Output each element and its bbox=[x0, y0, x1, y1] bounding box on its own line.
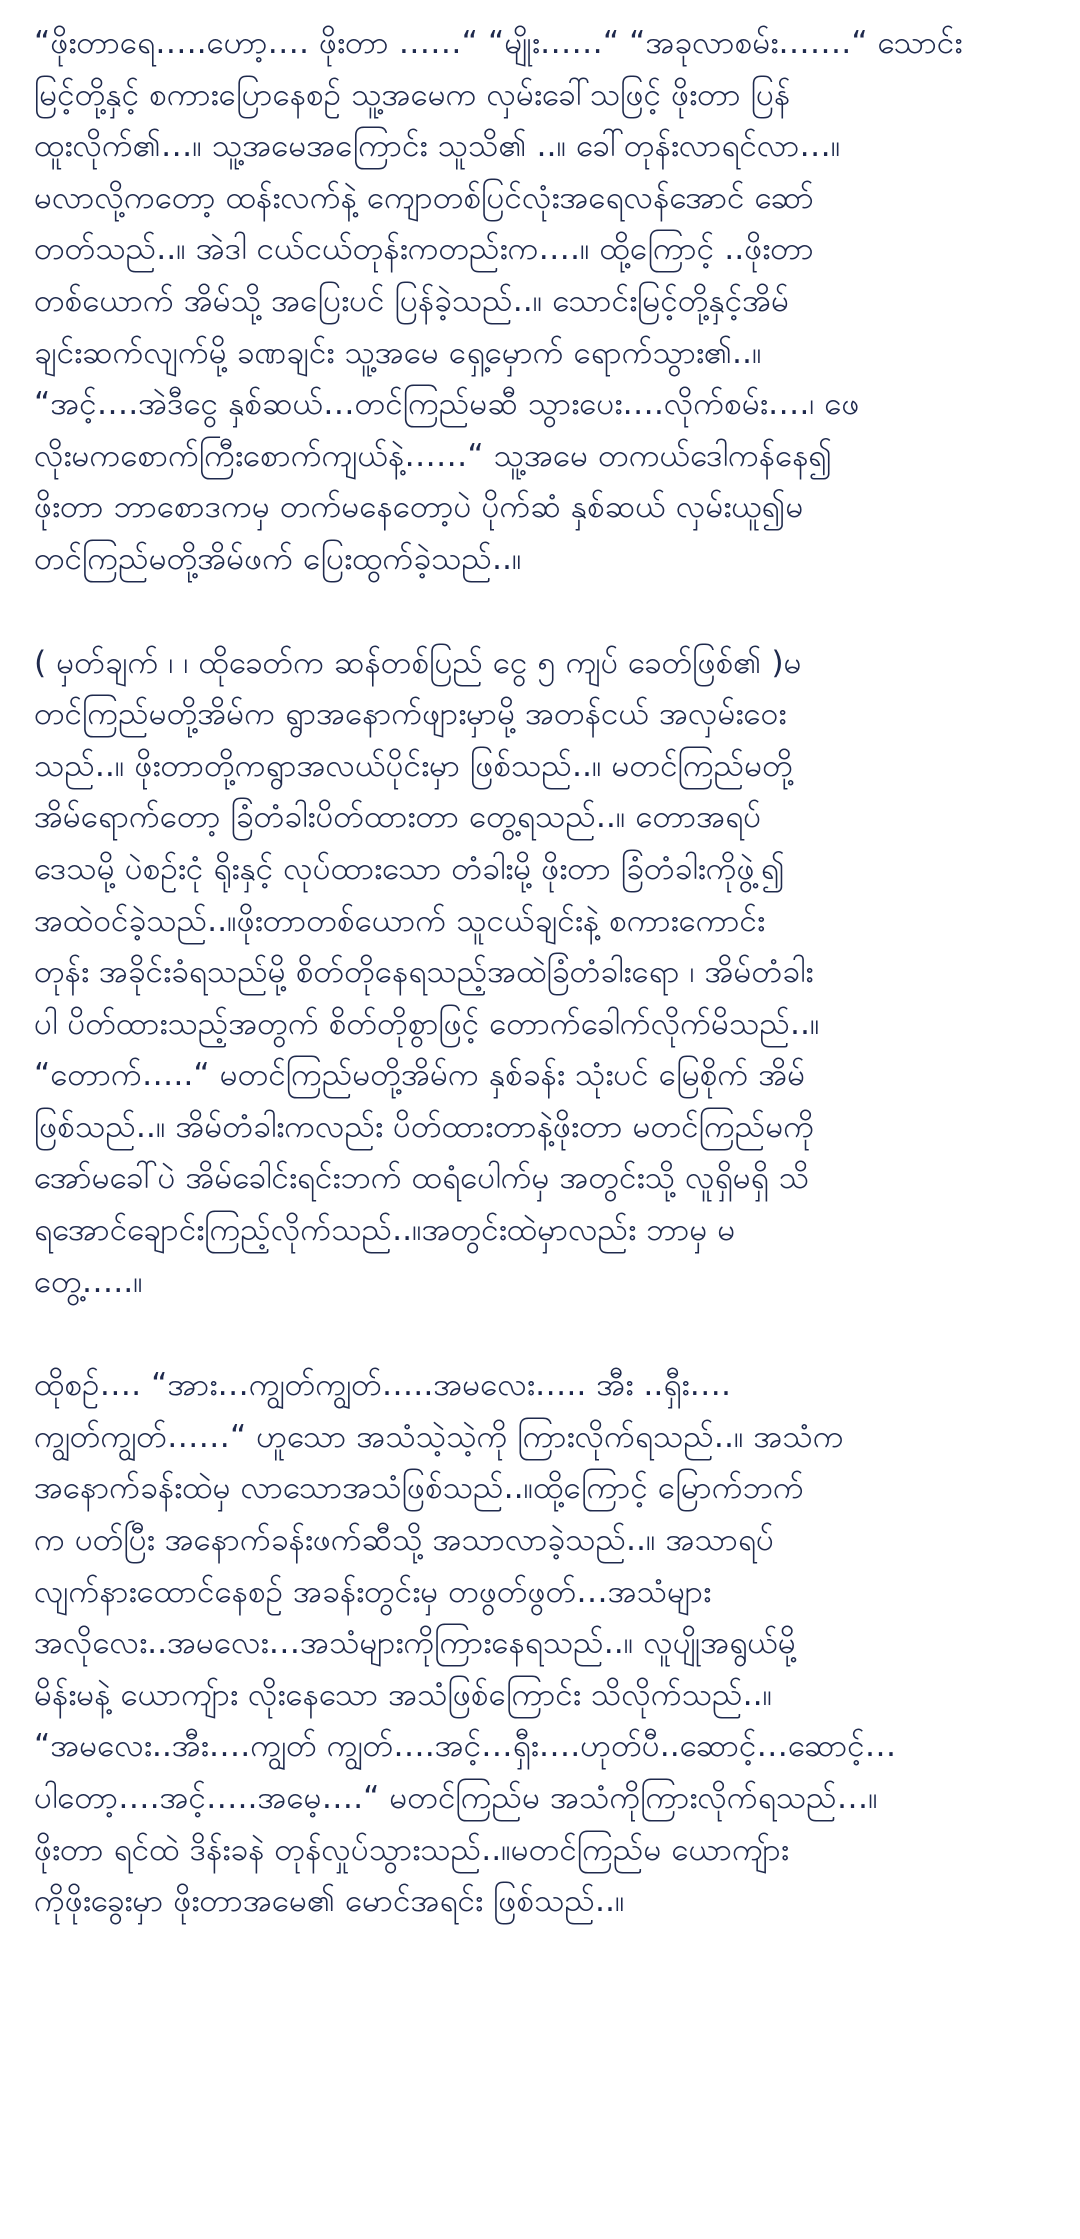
text-line: သည်..။ ဖိုးတာတို့ကရွာအလယ်ပိုင်းမှာ ဖြစ်သည်..။ မတင်ကြည်မတို့ bbox=[34, 747, 793, 784]
text-line: ဖြစ်သည်..။ အိမ်တံခါးကလည်း ပိတ်ထားတာနဲ့ဖိုးတာ မတင်ကြည်မကို bbox=[34, 1108, 815, 1145]
text-line: အလိုလေး..အမလေး…အသံများကိုကြားနေရသည်..။ လူပျိုအရွယ်မို့ bbox=[34, 1625, 796, 1662]
text-line: က ပတ်ပြီး အနောက်ခန်းဖက်ဆီသို့ အသာလာခဲ့သည်..။ အသာရပ် bbox=[34, 1522, 774, 1559]
text-line: ချင်းဆက်လျက်မို့ ခဏချင်း သူ့အမေ ရှေ့မှောက် ရောက်သွား၏..။ bbox=[34, 334, 762, 371]
text-line: အိမ်ရောက်တော့ ခြံတံခါးပိတ်ထားတာ တွေ့ရသည်..။ တောအရပ် bbox=[34, 799, 762, 836]
text-line: ကိုဖိုးခွေးမှာ ဖိုးတာအမေ၏ မောင်အရင်း ဖြစ်သည်..။ bbox=[34, 1883, 625, 1920]
text-line: တင်ကြည်မတို့အိမ်ဖက် ပြေးထွက်ခဲ့သည်..။ bbox=[34, 540, 522, 577]
text-line: “တောက်…..“ မတင်ကြည်မတို့အိမ်က နှစ်ခန်း သုံးပင် မြေစိုက် အိမ် bbox=[34, 1057, 806, 1094]
text-line: လျက်နားထောင်နေစဉ် အခန်းတွင်းမှ တဖွတ်ဖွတ်…အသံများ bbox=[34, 1573, 712, 1610]
text-line: ထူးလိုက်၏…။ သူ့အမေအကြောင်း သူသိ၏ ..။ ခေါ်တုန်းလာရင်လာ…။ bbox=[34, 128, 841, 165]
article-body bbox=[34, 18, 1054, 1928]
text-line: အထဲဝင်ခဲ့သည်..။ဖိုးတာတစ်ယောက် သူငယ်ချင်းနဲ့ စကားကောင်း bbox=[34, 902, 766, 939]
text-line: တင်ကြည်မတို့အိမ်က ရွာအနောက်ဖျားမှာမို့ အတန်ငယ် အလှမ်းဝေး bbox=[34, 696, 787, 733]
text-line: တတ်သည်..။ အဲဒါ ငယ်ငယ်တုန်းကတည်းက….။ ထို့ကြောင့် ..ဖိုးတာ bbox=[34, 231, 814, 268]
text-line: ဒေသမို့ ပဲစဉ်းငုံ ရိုးနှင့် လုပ်ထားသော တံခါးမို့ ဖိုးတာ ခြံတံခါးကိုဖွဲ့၍ bbox=[34, 850, 785, 887]
text-line: တုန်း အခိုင်းခံရသည်မို့ စိတ်တိုနေရသည့်အထဲခြံတံခါးရော ၊ အိမ်တံခါး bbox=[34, 954, 814, 991]
paragraph-2 bbox=[34, 638, 1054, 1309]
text-line: “ဖိုးတာရေ…..ဟော့…. ဖိုးတာ ……“ “မျိုး……“ “အခုလာစမ်း…….“ သောင်း bbox=[34, 25, 963, 61]
text-line: အော်မခေါ်ပဲ အိမ်ခေါင်းရင်းဘက် ထရံပေါက်မှ အတွင်းသို့ လူရှိမရှိ သိ bbox=[34, 1160, 810, 1197]
text-line: ပါ ပိတ်ထားသည့်အတွက် စိတ်တိုစွာဖြင့် တောက်ခေါက်လိုက်မိသည်..။ bbox=[34, 1005, 820, 1042]
text-line: ဖိုးတာ ဘာစောဒကမှ တက်မနေတော့ပဲ ပိုက်ဆံ နှစ်ဆယ် လှမ်းယူ၍မ bbox=[34, 489, 804, 526]
text-line: ( မှတ်ချက် ၊ ၊ ထိုခေတ်က ဆန်တစ်ပြည် ငွေ ၅ ကျပ် ခေတ်ဖြစ်၏ )မ bbox=[34, 644, 802, 681]
text-line: ထိုစဉ်…. “အား…ကျွတ်ကျွတ်…..အမလေး….. အီး ..ရှီး…. bbox=[34, 1367, 731, 1404]
text-line: တစ်ယောက် အိမ်သို့ အပြေးပင် ပြန်ခဲ့သည်..။ သောင်းမြင့်တို့နှင့်အိမ် bbox=[34, 282, 790, 319]
text-line: မိန်းမနဲ့ ယောကျ်ား လိုးနေသော အသံဖြစ်ကြောင်း သိလိုက်သည်..။ bbox=[34, 1676, 773, 1713]
paragraph-3 bbox=[34, 1360, 1054, 1928]
text-line: လိုးမကစောက်ကြီးစောက်ကျယ်နဲ့……“ သူ့အမေ တကယ်ဒေါကန်နေ၍ bbox=[34, 437, 833, 474]
text-line: ပါတော့….အင့်…..အမေ့….“ မတင်ကြည်မ အသံကိုကြားလိုက်ရသည်…။ bbox=[34, 1780, 878, 1816]
paragraph-1 bbox=[34, 18, 1054, 586]
text-line: “အင့်….အဲဒီငွေ နှစ်ဆယ်…တင်ကြည်မဆီ သွားပေး….လိုက်စမ်း….၊ ဖေ bbox=[34, 386, 860, 423]
text-line: တွေ့…..။ bbox=[34, 1263, 143, 1300]
text-line: ရအောင်ချောင်းကြည့်လိုက်သည်..။အတွင်းထဲမှာလည်း ဘာမှ မ bbox=[34, 1212, 736, 1249]
text-line: အနောက်ခန်းထဲမှ လာသောအသံဖြစ်သည်..။ထို့ကြောင့် မြောက်ဘက် bbox=[34, 1470, 804, 1507]
text-line: ကျွတ်ကျွတ်……“ ဟူသော အသံသဲ့သဲ့ကို ကြားလိုက်ရသည်..။ အသံက bbox=[34, 1418, 844, 1455]
text-line: ဖိုးတာ ရင်ထဲ ဒိန်းခနဲ တုန်လှုပ်သွားသည်..။မတင်ကြည်မ ယောကျ်ား bbox=[34, 1831, 789, 1868]
text-line: မြင့်တို့နှင့် စကားပြောနေစဉ် သူ့အမေက လှမ်းခေါ်သဖြင့် ဖိုးတာ ပြန် bbox=[34, 76, 791, 113]
text-line: “အမလေး..အီး….ကျွတ် ကျွတ်….အင့်…ရှီး….ဟုတ်ပီ..ဆောင့်…ဆောင့်… bbox=[34, 1728, 897, 1765]
text-line: မလာလို့ကတော့ ထန်းလက်နဲ့ ကျောတစ်ပြင်လုံးအရေလန်အောင် ဆော် bbox=[34, 179, 814, 216]
